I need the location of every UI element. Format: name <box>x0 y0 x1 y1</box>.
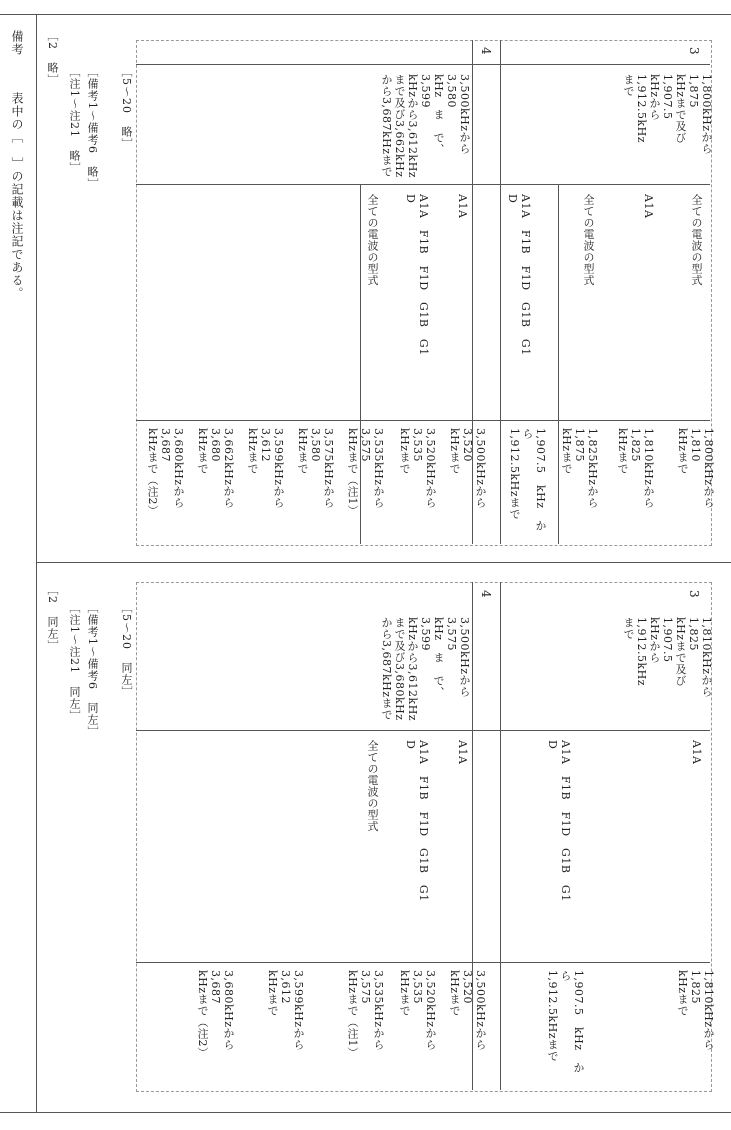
bottom-notes-2: ［注1～注21 同左］ <box>68 602 81 722</box>
bottom-section-note: ［2 同左］ <box>46 584 59 652</box>
top-row3-emission-all: 全ての電波の型式 <box>690 194 703 286</box>
bottom-row4-band-3: 3,535kHzから3,575 kHzまで（注1） <box>346 970 385 1059</box>
bottom-row4-band-5: 3,680kHzから3,687 kHzまで（注2） <box>196 970 235 1059</box>
top-row4-band-3: 3,535kHzから3,575 kHzまで（注1） <box>346 428 385 517</box>
section-divider <box>36 562 731 563</box>
top-row3-band-1: 1,800kHzから1,810 kHzまで <box>676 428 715 509</box>
top-row3-emission-a1a: A1A <box>642 194 655 219</box>
top-range-note: ［5～20 略］ <box>120 66 133 150</box>
bottom-row4-band-4: 3,599kHzから3,612 kHzまで <box>266 970 305 1051</box>
bottom-row4-emission-list: A1A F1B F1D G1B G1 D <box>404 740 430 902</box>
bottom-row3-emission-list: A1A F1B F1D G1B G1 D <box>546 740 572 902</box>
top-row4-number: 4 <box>479 47 493 55</box>
bottom-row-divider-a <box>500 582 501 1090</box>
bottom-col-rule-1 <box>136 730 710 731</box>
bottom-range-note: ［5～20 同左］ <box>120 602 133 698</box>
remark-text: 表中の［ ］の記載は注記である。 <box>10 92 24 300</box>
bottom-row3-band-1: 1,810kHzから1,825 kHzまで <box>676 970 715 1051</box>
top-row3-emission-all-2: 全ての電波の型式 <box>582 194 595 286</box>
bottom-row3-emission-a1a: A1A <box>690 740 703 765</box>
top-col-rule-1 <box>136 184 710 185</box>
top-row4-band-7: 3,680kHzから3,687 kHzまで（注2） <box>146 428 185 517</box>
top-row4-range: 3,500kHzから3,580 kHz ま で、 3,599 kHzから3,612kHz まで及び3,662kHz から3,687kHzまで <box>380 74 471 179</box>
bottom-row4-number: 4 <box>479 590 493 598</box>
top-header-rule <box>136 64 710 65</box>
top-row4-band-4: 3,575kHzから3,580 kHzまで <box>296 428 335 509</box>
top-row3-band-4: 1,907.5 kHz か ら 1,912.5kHzまで <box>508 428 547 532</box>
top-row3-range: 1,800kHzから1,875 kHzまで及び1,907.5 kHzから1,912.5kHz まで <box>622 74 713 155</box>
bottom-row3-number: 3 <box>687 590 701 598</box>
top-row4-band-5: 3,599kHzから3,612 kHzまで <box>246 428 285 509</box>
bottom-row4-band-2: 3,520kHzから3,535 kHzまで <box>398 970 437 1051</box>
remark-divider <box>36 14 37 1112</box>
top-row4-band-1: 3,500kHzから3,520 kHzまで <box>448 428 487 509</box>
remark-label: 備考 <box>10 30 24 56</box>
top-row3-emission-list: A1A F1B F1D G1B G1 D <box>506 194 532 356</box>
top-row4-emission-list: A1A F1B F1D G1B G1 D <box>404 194 430 356</box>
top-row4-emission-all: 全ての電波の型式 <box>366 194 379 286</box>
top-section-note: ［2 略］ <box>46 30 59 86</box>
top-row4-band-6: 3,662kHzから3,680 kHzまで <box>196 428 235 509</box>
top-col-rule-2 <box>136 420 710 421</box>
bottom-row4-emission-a1a: A1A <box>456 740 469 765</box>
top-notes-1: ［備考1～備考6 略］ <box>86 66 99 190</box>
bottom-row4-band-1: 3,500kHzから3,520 kHzまで <box>448 970 487 1051</box>
bottom-row4-emission-all: 全ての電波の型式 <box>366 740 379 832</box>
page-bottom-rule <box>0 1112 731 1113</box>
bottom-row4-range: 3,500kHzから3,575 kHz ま で、 3,599 kHzから3,612kHz まで及び3,680kHz から3,687kHzまで <box>380 617 471 722</box>
top-notes-2: ［注1～注21 略］ <box>68 66 81 174</box>
top-row-divider-c <box>558 184 559 544</box>
top-row-divider-a <box>500 40 501 544</box>
bottom-notes-1: ［備考1～備考6 同左］ <box>86 602 99 738</box>
top-row3-band-2: 1,810kHzから1,825 kHzまで <box>616 428 655 509</box>
top-row4-emission-a1a: A1A <box>456 194 469 219</box>
bottom-col-rule-2 <box>136 962 710 963</box>
top-row4-band-2: 3,520kHzから3,535 kHzまで <box>398 428 437 509</box>
bottom-row3-band-2: 1,907.5 kHz か ら 1,912.5kHzまで <box>546 970 585 1074</box>
page-top-rule <box>0 14 731 15</box>
top-row3-number: 3 <box>687 47 701 55</box>
top-row3-band-3: 1,825kHzから1,875 kHzまで <box>560 428 599 509</box>
bottom-row3-range: 1,810kHzから1,825 kHzまで及び1,907.5 kHzから1,912.5kHz まで <box>622 617 713 698</box>
